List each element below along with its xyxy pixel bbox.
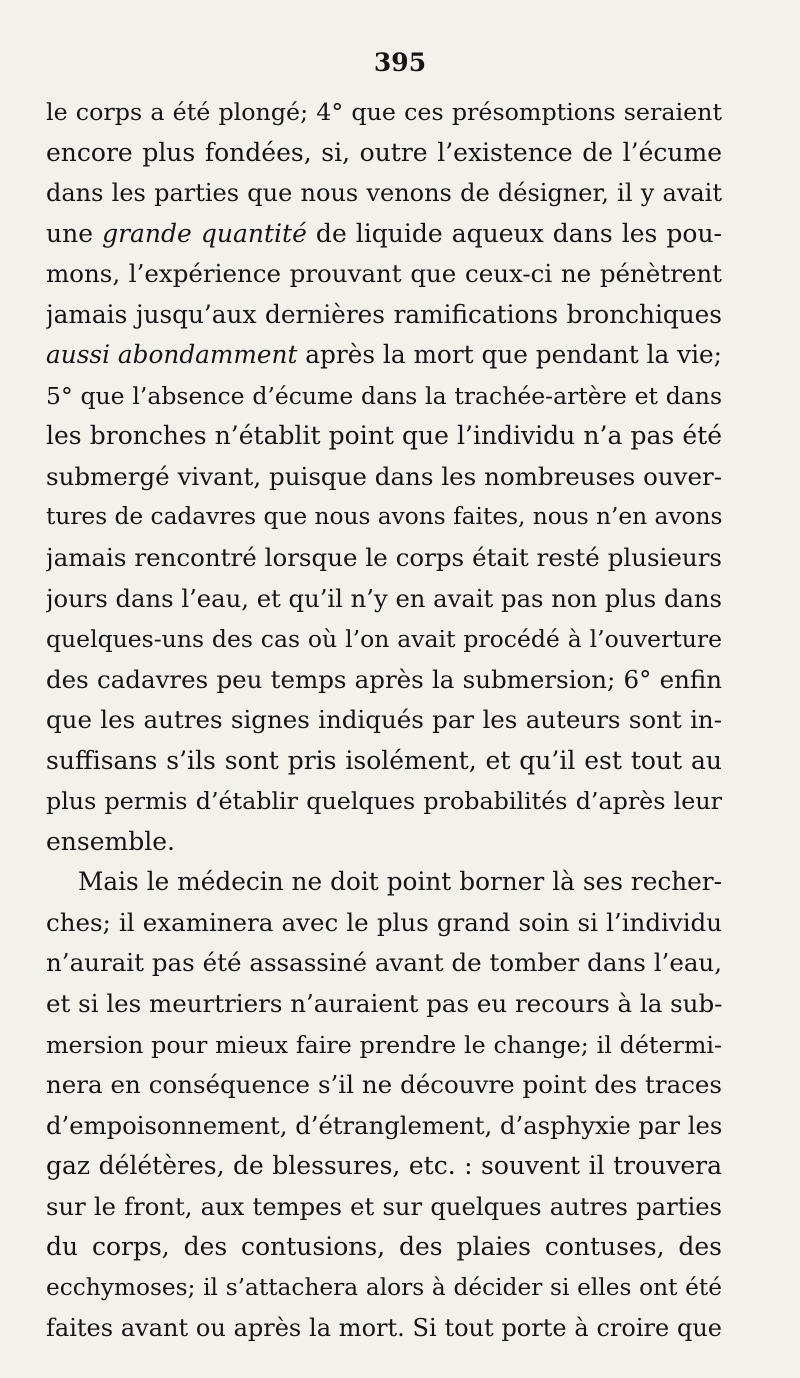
text-line: nera en conséquence s’il ne découvre point des traces [46, 1070, 722, 1100]
text-line: gaz délétères, de blessures, etc. : souvent il trouvera [46, 1151, 722, 1181]
text-line: jamais jusqu’aux dernières ramifications bronchiques [46, 299, 722, 329]
text-line: et si les meurtriers n’auraient pas eu recours à la sub- [46, 989, 722, 1019]
text-line [46, 335, 722, 376]
text-line: encore plus fondées, si, outre l’existence de l’écume [46, 137, 722, 167]
text-line: des cadavres peu temps après la submersion; 6° enfin [46, 664, 722, 694]
text-run: de liquide aqueux dans les pou- [306, 218, 722, 248]
text-line: submergé vivant, puisque dans les nombreuses ouver- [46, 461, 722, 491]
text-line: mons, l’expérience prouvant que ceux-ci ne pénètrent [46, 259, 722, 289]
paragraph-start-line: Mais le médecin ne doit point borner là ses recher- [78, 867, 722, 897]
italic-text: grande quantité [102, 218, 307, 248]
text-line: tures de cadavres que nous avons faites, nous n’en avons [46, 503, 722, 531]
text-line: suffisans s’ils sont pris isolément, et qu’il est tout au [46, 745, 722, 775]
text-line: n’aurait pas été assassiné avant de tomber dans l’eau, [46, 948, 722, 978]
text-line: dans les parties que nous venons de désigner, il y avait [46, 179, 722, 208]
text-run: après la mort que pendant la vie; [297, 340, 722, 370]
text-line: quelques-uns des cas où l’on avait procédé à l’ouverture [46, 625, 722, 654]
text-line: jamais rencontré lorsque le corps était resté plusieurs [46, 543, 722, 573]
text-line: plus permis d’établir quelques probabilités d’après leur [46, 787, 722, 816]
text-line: sur le front, aux tempes et sur quelques autres parties [46, 1191, 722, 1221]
text-line: ecchymoses; il s’attachera alors à décider si elles ont été [46, 1273, 722, 1301]
text-line: ches; il examinera avec le plus grand soin si l’individu [46, 907, 722, 937]
text-line: mersion pour mieux faire prendre le change; il détermi- [46, 1030, 722, 1059]
italic-text: aussi abondamment [46, 340, 298, 370]
page-number: 395 [373, 48, 427, 77]
text-line: 5° que l’absence d’écume dans la trachée-artère et dans [46, 381, 722, 410]
text-line: les bronches n’établit point que l’individu n’a pas été [46, 421, 722, 451]
paragraph-end-line: ensemble. [46, 826, 175, 856]
text-line: d’empoisonnement, d’étranglement, d’asphyxie par les [46, 1110, 722, 1140]
text-line: du corps, des contusions, des plaies contuses, des [46, 1232, 722, 1262]
text-line: faites avant ou après la mort. Si tout porte à croire que [46, 1314, 722, 1343]
text-run: une [46, 218, 103, 248]
body-text [46, 92, 722, 1349]
text-line: que les autres signes indiqués par les auteurs sont in- [46, 705, 722, 735]
text-line: le corps a été plongé; 4° que ces présomptions seraient [46, 98, 722, 126]
text-line [46, 214, 722, 255]
text-line: jours dans l’eau, et qu’il n’y en avait pas non plus dans [46, 583, 722, 613]
